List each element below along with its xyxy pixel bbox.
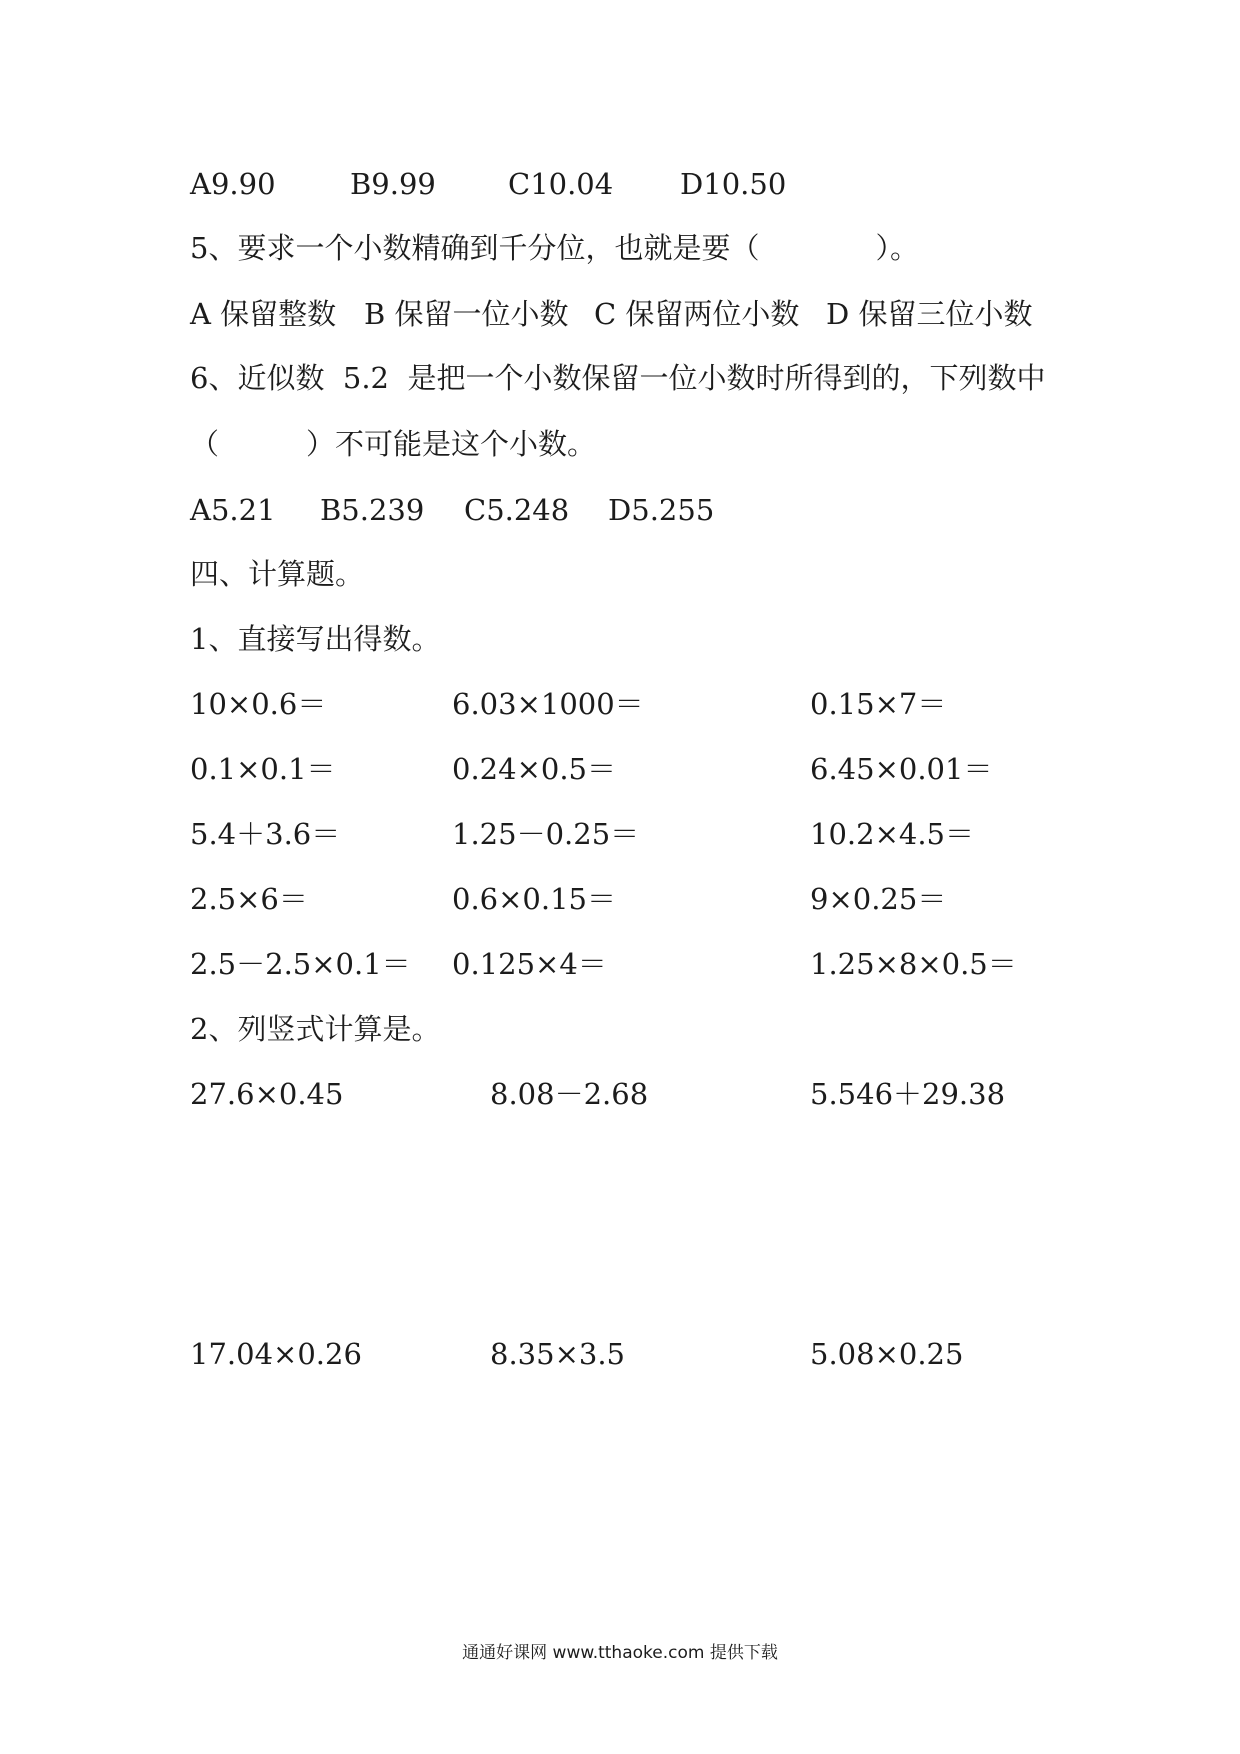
calc-item: 5.4＋3.6＝ <box>190 817 341 851</box>
vertical-calc-item: 27.6×0.45 <box>190 1077 344 1111</box>
q6-option-a: A5.21 <box>190 493 276 527</box>
calc-item: 6.45×0.01＝ <box>810 752 993 786</box>
q4-option-a: A9.90 <box>190 167 276 201</box>
part2-title: 2、列竖式计算是。 <box>190 1012 441 1046</box>
q5-option-a: A 保留整数 <box>190 297 337 331</box>
q4-option-b: B9.99 <box>350 167 436 201</box>
q6-option-d: D5.255 <box>608 493 715 527</box>
calc-item: 0.24×0.5＝ <box>452 752 616 786</box>
calc-item: 2.5×6＝ <box>190 882 308 916</box>
calc-item: 6.03×1000＝ <box>452 687 644 721</box>
calc-item: 0.6×0.15＝ <box>452 882 616 916</box>
q5-option-d: D 保留三位小数 <box>826 297 1033 331</box>
calc-item: 1.25－0.25＝ <box>452 817 640 851</box>
q6-stem-line1: 6、近似数 5.2 是把一个小数保留一位小数时所得到的，下列数中 <box>190 361 1046 395</box>
q5-option-b: B 保留一位小数 <box>364 297 569 331</box>
part1-title: 1、直接写出得数。 <box>190 622 441 656</box>
calc-item: 10×0.6＝ <box>190 687 327 721</box>
calc-item: 1.25×8×0.5＝ <box>810 947 1017 981</box>
vertical-calc-item: 5.546＋29.38 <box>810 1077 1006 1111</box>
q4-option-c: C10.04 <box>508 167 614 201</box>
calc-item: 0.1×0.1＝ <box>190 752 336 786</box>
vertical-calc-item: 8.35×3.5 <box>490 1337 625 1371</box>
section4-title: 四、计算题。 <box>190 557 365 591</box>
q6-option-b: B5.239 <box>320 493 425 527</box>
calc-item: 10.2×4.5＝ <box>810 817 974 851</box>
calc-item: 2.5－2.5×0.1＝ <box>190 947 411 981</box>
q5-stem: 5、要求一个小数精确到千分位，也就是要（ ）。 <box>190 231 919 265</box>
vertical-calc-item: 17.04×0.26 <box>190 1337 362 1371</box>
calc-item: 0.15×7＝ <box>810 687 947 721</box>
vertical-calc-item: 8.08－2.68 <box>490 1077 649 1111</box>
page-footer: 通通好课网 www.tthaoke.com 提供下载 <box>462 1643 778 1663</box>
q4-option-d: D10.50 <box>680 167 787 201</box>
calc-item: 9×0.25＝ <box>810 882 947 916</box>
calc-item: 0.125×4＝ <box>452 947 607 981</box>
q6-stem-line2: （ ）不可能是这个小数。 <box>190 427 597 461</box>
q5-option-c: C 保留两位小数 <box>594 297 800 331</box>
vertical-calc-item: 5.08×0.25 <box>810 1337 964 1371</box>
q6-option-c: C5.248 <box>464 493 570 527</box>
